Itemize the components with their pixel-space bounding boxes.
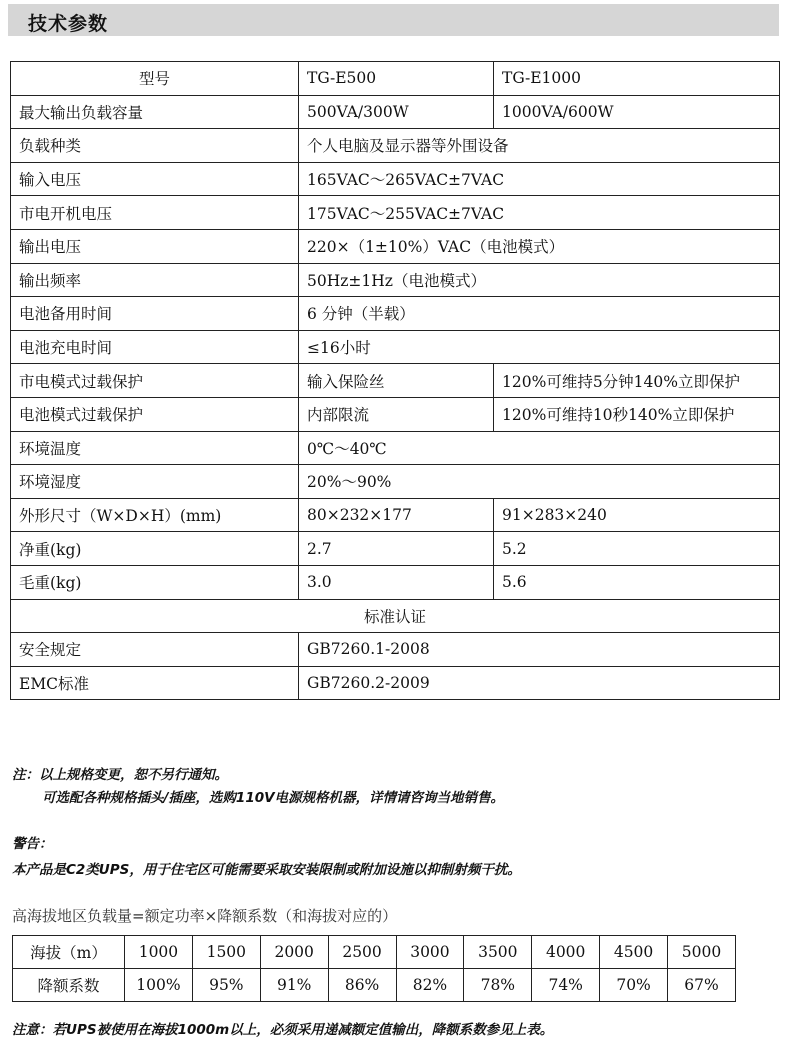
spec-row [11, 666, 780, 700]
spec-row [11, 330, 780, 364]
spec-row [11, 129, 780, 163]
altitude-value-cell: 4000 [532, 936, 600, 969]
spec-row [11, 263, 780, 297]
altitude-value-cell: 3000 [396, 936, 464, 969]
spec-row [11, 229, 780, 263]
spec-cell: 安全规定 [11, 633, 299, 667]
section-title: 技术参数 [28, 13, 109, 35]
altitude-value-cell: 95% [192, 969, 260, 1002]
warning-text: 本产品是C2类UPS，用于住宅区可能需要采取安装限制或附加设施以抑制射频干扰。 [12, 862, 521, 878]
spec-cell: 50Hz±1Hz（电池模式） [299, 263, 780, 297]
spec-cell: 5.2 [494, 532, 780, 566]
spec-row [11, 162, 780, 196]
spec-cell: 3.0 [299, 565, 494, 599]
spec-cell: 个人电脑及显示器等外围设备 [299, 129, 780, 163]
spec-cell: 1000VA/600W [494, 95, 780, 129]
altitude-label-cell: 降额系数 [13, 969, 125, 1002]
spec-cell: 毛重(kg) [11, 565, 299, 599]
spec-cell: 输入电压 [11, 162, 299, 196]
spec-cell: 输入保险丝 [299, 364, 494, 398]
altitude-value-cell: 4500 [600, 936, 668, 969]
altitude-value-cell: 86% [328, 969, 396, 1002]
spec-cell: 2.7 [299, 532, 494, 566]
spec-cell: 175VAC～255VAC±7VAC [299, 196, 780, 230]
spec-row [11, 397, 780, 431]
spec-cell: 91×283×240 [494, 498, 780, 532]
spec-cell: 165VAC～265VAC±7VAC [299, 162, 780, 196]
altitude-value-cell: 2500 [328, 936, 396, 969]
derating-row [13, 969, 736, 1002]
spec-row [11, 196, 780, 230]
altitude-value-cell: 100% [125, 969, 193, 1002]
spec-cell: 120%可维持10秒140%立即保护 [494, 397, 780, 431]
spec-cell: 市电模式过载保护 [11, 364, 299, 398]
spec-row [11, 62, 780, 96]
spec-row [11, 532, 780, 566]
spec-cell: 环境湿度 [11, 465, 299, 499]
spec-cell: 环境温度 [11, 431, 299, 465]
spec-cell: GB7260.2-2009 [299, 666, 780, 700]
spec-cell: 市电开机电压 [11, 196, 299, 230]
spec-row [11, 599, 780, 633]
spec-cell: 内部限流 [299, 397, 494, 431]
spec-cell: 220×（1±10%）VAC（电池模式） [299, 229, 780, 263]
spec-row [11, 498, 780, 532]
altitude-value-cell: 2000 [260, 936, 328, 969]
note-line-2: 可选配各种规格插头/插座，选购110V电源规格机器，详情请咨询当地销售。 [42, 790, 505, 806]
spec-row [11, 565, 780, 599]
spec-cell: 120%可维持5分钟140%立即保护 [494, 364, 780, 398]
spec-cell: TG-E500 [299, 62, 494, 96]
altitude-value-cell: 74% [532, 969, 600, 1002]
spec-row [11, 297, 780, 331]
spec-cell: 500VA/300W [299, 95, 494, 129]
spec-cell: 输出电压 [11, 229, 299, 263]
spec-table [10, 61, 780, 700]
section-header-bar [8, 4, 779, 36]
altitude-value-cell: 1000 [125, 936, 193, 969]
warning-title: 警告： [12, 836, 53, 852]
spec-row [11, 364, 780, 398]
altitude-value-cell: 91% [260, 969, 328, 1002]
altitude-row [13, 936, 736, 969]
spec-row [11, 465, 780, 499]
spec-row [11, 95, 780, 129]
altitude-value-cell: 78% [464, 969, 532, 1002]
spec-cell: 80×232×177 [299, 498, 494, 532]
spec-cell: EMC标准 [11, 666, 299, 700]
spec-cell: 标准认证 [11, 599, 780, 633]
spec-cell: 5.6 [494, 565, 780, 599]
spec-row [11, 431, 780, 465]
altitude-value-cell: 5000 [668, 936, 736, 969]
altitude-value-cell: 3500 [464, 936, 532, 969]
spec-cell: 6 分钟（半载） [299, 297, 780, 331]
spec-cell: 型号 [11, 62, 299, 96]
altitude-value-cell: 82% [396, 969, 464, 1002]
spec-cell: 净重(kg) [11, 532, 299, 566]
spec-cell: 最大输出负载容量 [11, 95, 299, 129]
spec-cell: 电池充电时间 [11, 330, 299, 364]
spec-row [11, 633, 780, 667]
footer-note: 注意：若UPS被使用在海拔1000m以上，必须采用递减额定值输出，降额系数参见上表。 [12, 1022, 554, 1038]
spec-cell: GB7260.1-2008 [299, 633, 780, 667]
altitude-caption: 高海拔地区负载量=额定功率×降额系数（和海拔对应的） [12, 907, 398, 925]
altitude-table [12, 935, 736, 1002]
spec-cell: 0℃～40℃ [299, 431, 780, 465]
spec-cell: 电池备用时间 [11, 297, 299, 331]
altitude-label-cell: 海拔（m） [13, 936, 125, 969]
spec-cell: 负载种类 [11, 129, 299, 163]
spec-cell: TG-E1000 [494, 62, 780, 96]
spec-cell: 20%～90% [299, 465, 780, 499]
note-line-1: 注：以上规格变更，恕不另行通知。 [12, 767, 228, 783]
altitude-value-cell: 67% [668, 969, 736, 1002]
spec-cell: ≤16小时 [299, 330, 780, 364]
altitude-value-cell: 1500 [192, 936, 260, 969]
spec-cell: 电池模式过载保护 [11, 397, 299, 431]
spec-cell: 外形尺寸（W×D×H）(mm) [11, 498, 299, 532]
spec-cell: 输出频率 [11, 263, 299, 297]
altitude-value-cell: 70% [600, 969, 668, 1002]
